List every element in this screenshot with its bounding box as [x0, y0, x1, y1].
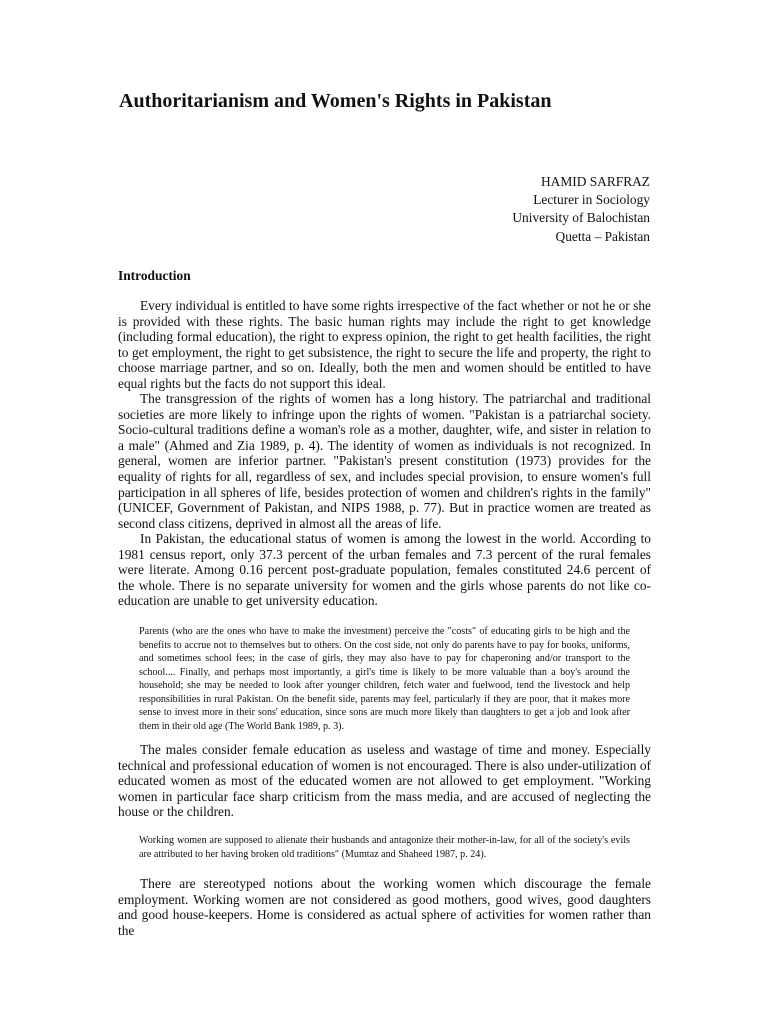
- body-paragraph: In Pakistan, the educational status of women is among the lowest in the world. According to 1981 census report, only 37.3 percent of the urban females and 7.3 percent of the rural females were literate. Among 0.16 percent post-graduate population, females constituted 24.6 percent of the whole. There is no separate university for women and the girls whose parents do not like co-education are unable to get university education.: [118, 531, 651, 609]
- author-block: [330, 173, 650, 246]
- body-section: [118, 742, 651, 820]
- author-position: Lecturer in Sociology: [533, 192, 650, 208]
- body-paragraph: There are stereotyped notions about the working women which discourage the female employment. Working women are not considered as good mothers, good wives, good daughters and good house-keepers. Home is considered as actual sphere of activities for women rather than the: [118, 876, 651, 938]
- author-location: Quetta – Pakistan: [555, 228, 650, 244]
- paper-title: Authoritarianism and Women's Rights in Pakistan: [119, 90, 552, 112]
- body-paragraph: The transgression of the rights of women has a long history. The patriarchal and traditional societies are more likely to infringe upon the rights of women. "Pakistan is a patriarchal society. Socio-cultural traditions define a woman's role as a mother, daughter, wife, and sister in relation to a male" (Ahmed and Zia 1989, p. 4). The identity of women as individuals is not recognized. In general, women are inferior partner. "Pakistan's present constitution (1973) provides for the equality of rights for all, regardless of sex, and includes special provision, to ensure women's full participation in all spheres of life, besides protection of women and children's rights in the family" (UNICEF, Government of Pakistan, and NIPS 1988, p. 77). But in practice women are treated as second class citizens, deprived in almost all the areas of life.: [118, 391, 651, 531]
- body-paragraph: Every individual is entitled to have some rights irrespective of the fact whether or not he or she is provided with these rights. The basic human rights may include the right to get knowledge (including formal education), the right to express opinion, the right to get health facilities, the right to get employment, the right to get subsistence, the right to secure the life and property, the right to choose marriage partner, and so on. Ideally, both the men and women should be entitled to have equal rights but the facts do not support this ideal.: [118, 298, 651, 391]
- author-institution: University of Balochistan: [512, 210, 650, 226]
- body-section: [118, 876, 651, 938]
- block-quote: Parents (who are the ones who have to make the investment) perceive the "costs" of educating girls to be high and the benefits to accrue not to themselves but to others. On the cost side, not only do parents have to pay for books, uniforms, and sometimes school fees; in the case of girls, they may also have to pay for chaperoning and/or transport to the school.... Finally, and perhaps most importantly, a girl's time is likely to be more valuable than a boy's around the household; she may be needed to look after younger children, fetch water and fuelwood, tend the livestock and help responsibilities in rural Pakistan. On the benefit side, parents may feel, particularly if they are poor, that it makes more sense to invest more in their sons' education, since sons are much more likely than daughters to get a job and look after them in their old age (The World Bank 1989, p. 3).: [139, 626, 630, 732]
- introduction-body: [118, 298, 651, 609]
- body-paragraph: The males consider female education as useless and wastage of time and money. Especially technical and professional education of women is not encouraged. There is also under-utilization of educated women as most of the educated women are not allowed to get employment. "Working women in particular face sharp criticism from the mass media, and are accused of neglecting the house or the children.: [118, 742, 651, 820]
- author-name: HAMID SARFRAZ: [540, 174, 650, 189]
- section-heading-introduction: Introduction: [118, 268, 191, 283]
- block-quote: Working women are supposed to alienate their husbands and antagonize their mother-in-law, for all of the society's evils are attributed to her having broken old traditions" (Mumtaz and Shaheed 1987, p. 24).: [139, 835, 630, 860]
